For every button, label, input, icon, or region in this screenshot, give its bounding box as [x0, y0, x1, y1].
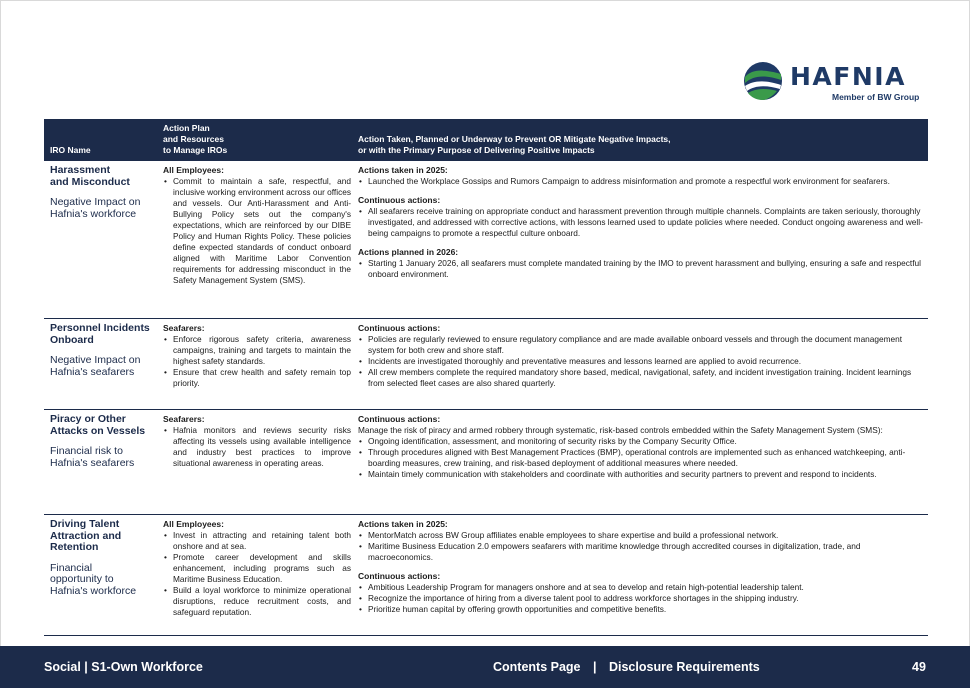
- section-title: Continuous actions:: [358, 323, 441, 333]
- header-action-plan: Action Plan and Resources to Manage IROs: [163, 123, 228, 155]
- hafnia-wave-icon: [742, 60, 784, 102]
- list-item: • Launched the Workplace Gossips and Rumors Campaign to address misinformation and promote a respectful work environment for seafarers.: [358, 176, 924, 187]
- section-title: Actions taken in 2025:: [358, 519, 448, 529]
- list-item: • Maritime Business Education 2.0 empowers seafarers with maritime knowledge through accredited courses in digitalization, trade, and macroeconomics.: [358, 541, 924, 563]
- iro-topic: Harassment and Misconduct: [50, 164, 130, 188]
- footer-separator: |: [593, 660, 597, 674]
- plan-list: [163, 334, 351, 389]
- iro-name-cell: [50, 165, 156, 220]
- action-plan-cell: [163, 414, 351, 469]
- list-item: • Commit to maintain a safe, respectful, and inclusive working environment across our offices and vessels. Our Anti-Harassment and Anti-Bullying Policy sets out the company's expectations, which are reinforced by our DIBE Policy and Human Rights Policy. These policies define expected standards of conduct onboard aligned with Maritime Labor Convention requirements for addressing misconduct in the Safety Management System (SMS).: [163, 176, 351, 286]
- list-item: • Build a loyal workforce to minimize operational disruptions, reduce recruitment costs, and safeguard reputation.: [163, 585, 351, 618]
- iro-topic: Driving Talent Attraction and Retention: [50, 518, 122, 553]
- list-item: • Hafnia monitors and reviews security risks affecting its vessels using available intelligence and industry best practices to improve situational awareness in operating areas.: [163, 425, 351, 469]
- list-item: • All crew members complete the required mandatory shore based, medical, navigational, safety, and incident investigation training. Incident learnings from selected fleet cases are also shared quarterly.: [358, 367, 924, 389]
- action-plan-cell: [163, 323, 351, 389]
- header-actions-taken: Action Taken, Planned or Underway to Prevent OR Mitigate Negative Impacts, or with the Primary Purpose of Delivering Positive Impacts: [358, 134, 671, 155]
- action-plan-cell: [163, 519, 351, 618]
- iro-impact: Negative Impact on Hafnia's seafarers: [50, 354, 141, 378]
- list-item: • MentorMatch across BW Group affiliates enable employees to share expertise and build a professional network.: [358, 530, 924, 541]
- page-footer: [0, 646, 970, 688]
- footer-section-label: Social | S1-Own Workforce: [44, 660, 203, 674]
- actions-list: [358, 436, 924, 480]
- section-title: Actions taken in 2025:: [358, 165, 448, 175]
- list-item: • Promote career development and skills enhancement, including programs such as Maritime Business Education.: [163, 552, 351, 585]
- list-item: • Ongoing identification, assessment, and monitoring of security risks by the Company Security Office.: [358, 436, 924, 447]
- iro-name-cell: [50, 323, 156, 378]
- logo-tagline: Member of BW Group: [832, 92, 920, 102]
- iro-impact: Financial risk to Hafnia's seafarers: [50, 445, 135, 469]
- section-title: Continuous actions:: [358, 195, 441, 205]
- table-row-personnel-incidents: [44, 319, 928, 410]
- iro-topic: Personnel Incidents Onboard: [50, 322, 150, 346]
- plan-title: Seafarers:: [163, 414, 205, 424]
- section-title: Actions planned in 2026:: [358, 247, 459, 257]
- hafnia-logo: [742, 58, 928, 104]
- list-item: • Ensure that crew health and safety remain top priority.: [163, 367, 351, 389]
- logo-wordmark: HAFNIA: [790, 62, 906, 91]
- page-number: 49: [912, 660, 926, 674]
- list-item: • Ambitious Leadership Program for managers onshore and at sea to develop and retain high-potential leadership talent.: [358, 582, 924, 593]
- plan-title: All Employees:: [163, 165, 224, 175]
- actions-taken-cell: [358, 414, 924, 480]
- footer-nav: [493, 660, 760, 674]
- list-item: • Enforce rigorous safety criteria, awareness campaigns, training and targets to maintain the highest safety standards.: [163, 334, 351, 367]
- table-header: [44, 119, 928, 161]
- list-item: • Recognize the importance of hiring from a diverse talent pool to address workforce shortages in the shipping industry.: [358, 593, 924, 604]
- disclosure-requirements-link[interactable]: Disclosure Requirements: [608, 660, 760, 674]
- plan-title: All Employees:: [163, 519, 224, 529]
- plan-title: Seafarers:: [163, 323, 205, 333]
- actions-taken-cell: [358, 323, 924, 389]
- actions-taken-cell: [358, 519, 924, 615]
- actions-list: [358, 176, 924, 187]
- actions-list: [358, 334, 924, 389]
- actions-list: [358, 530, 924, 563]
- table-row-talent: [44, 515, 928, 636]
- iro-name-cell: [50, 414, 156, 469]
- list-item: • Maintain timely communication with stakeholders and coordinate with authorities and security partners to prevent and respond to incidents.: [358, 469, 924, 480]
- list-item: • Prioritize human capital by offering growth opportunities and competitive benefits.: [358, 604, 924, 615]
- iro-impact: Financial opportunity to Hafnia's workforce: [50, 561, 137, 597]
- plan-list: [163, 176, 351, 286]
- actions-list: [358, 206, 924, 239]
- section-paragraph: Manage the risk of piracy and armed robbery through systematic, risk-based controls embedded within the Safety Management System (SMS):: [358, 425, 883, 435]
- actions-list: [358, 258, 924, 280]
- list-item: • Starting 1 January 2026, all seafarers must complete mandated training by the IMO to prevent harassment and bullying, ensuring a safe and respectful onboard environment.: [358, 258, 924, 280]
- iro-name-cell: [50, 519, 156, 597]
- list-item: • Incidents are investigated thoroughly and preventative measures and lessons learned are applied to avoid recurrence.: [358, 356, 924, 367]
- plan-list: [163, 530, 351, 618]
- iro-topic: Piracy or Other Attacks on Vessels: [50, 413, 146, 437]
- action-plan-cell: [163, 165, 351, 286]
- section-title: Continuous actions:: [358, 571, 441, 581]
- actions-taken-cell: [358, 165, 924, 280]
- list-item: • Policies are regularly reviewed to ensure regulatory compliance and are made available onboard vessels and through the document management system for both crew and shore staff.: [358, 334, 924, 356]
- list-item: • Through procedures aligned with Best Management Practices (BMP), operational controls are implemented such as enhanced watchkeeping, anti-boarding measures, crew training, and risk-based deployment of additional measures where needed.: [358, 447, 924, 469]
- list-item: • Invest in attracting and retaining talent both onshore and at sea.: [163, 530, 351, 552]
- header-iro-name: IRO Name: [50, 145, 91, 155]
- section-title: Continuous actions:: [358, 414, 441, 424]
- actions-list: [358, 582, 924, 615]
- table-row-harassment: [44, 161, 928, 319]
- table-row-piracy: [44, 410, 928, 515]
- list-item: • All seafarers receive training on appropriate conduct and harassment prevention through multiple channels. Complaints are taken seriously, thoroughly investigated, and addressed with corrective actions, with lessons learned used to update policies where needed. Conduct ongoing awareness and well-being campaigns to promote a respectful culture onboard.: [358, 206, 924, 239]
- iro-impact: Negative Impact on Hafnia's workforce: [50, 196, 141, 220]
- contents-page-link[interactable]: Contents Page: [493, 660, 581, 674]
- plan-list: [163, 425, 351, 469]
